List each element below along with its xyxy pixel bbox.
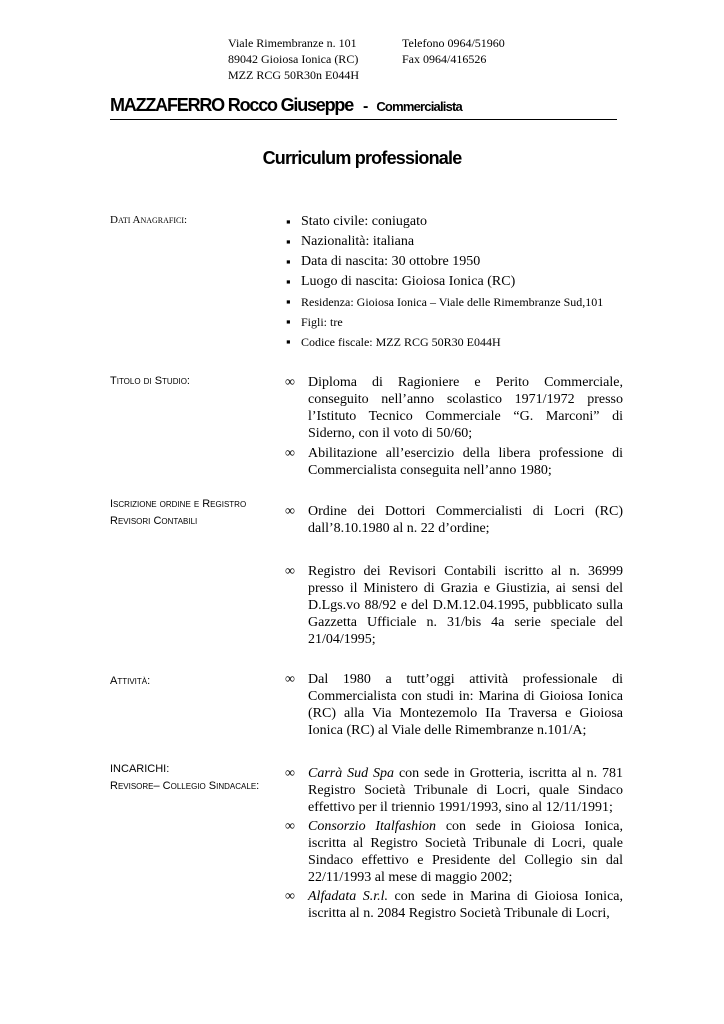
item-text: Dal 1980 a tutt’oggi attività professionale di Commercialista con studi in: Marina di Gioiosa Ionica (RC) alla Via Montezemolo IIa Traversa e Gioiosa Ionica (RC) al Viale delle Rimembranze n.101/A; (308, 672, 623, 738)
address-city: 89042 Gioiosa Ionica (RC) (228, 52, 359, 66)
phone-number: Telefono 0964/51960 (402, 36, 505, 50)
list-item: ▪ Luogo di nascita: Gioiosa Ionica (RC) (285, 272, 603, 292)
list-item: ▪ Residenza: Gioiosa Ionica – Viale delle Rimembranze Sud,101 (285, 292, 603, 312)
section-label-iscrizione (110, 496, 246, 530)
list-item: ▪ Stato civile: coniugato (285, 212, 603, 232)
infinity-bullet-icon: ∞ (285, 564, 295, 579)
list-item: ▪ Figli: tre (285, 312, 603, 332)
company-name: Carrà Sud Spa (308, 766, 395, 781)
company-name: Consorzio Italfashion (308, 819, 437, 834)
letterhead-name (110, 95, 462, 116)
infinity-bullet-icon: ∞ (285, 504, 295, 519)
item-text: Diploma di Ragioniere e Perito Commerciale, conseguito nell’anno scolastico 1971/1972 presso l’Istituto Tecnico Commerciale “G. Marconi” di Siderno, con il voto di 50/60; (308, 375, 623, 441)
label-line: Revisore– Collegio Sindacale: (110, 780, 260, 792)
infinity-bullet-icon: ∞ (285, 672, 295, 687)
section-label-anagrafici: Dati Anagrafici: (110, 214, 188, 226)
list-item: ▪ Codice fiscale: MZZ RCG 50R30 E044H (285, 332, 603, 352)
header-divider (110, 119, 617, 120)
address-street: Viale Rimembranze n. 101 (228, 36, 357, 50)
item-detail: con sede in Grotteria, iscritta al n. 781 Registro Società Tribunale di Locri, quale Sindaco effettivo per il triennio 1991/1993, sino al 12/11/1991; (308, 766, 623, 815)
label-line: Iscrizione ordine e Registro (110, 498, 247, 510)
contact-block (402, 35, 505, 67)
fax-number: Fax 0964/416526 (402, 52, 487, 66)
infinity-bullet-icon: ∞ (285, 375, 295, 390)
list-item (285, 765, 623, 816)
address-block (228, 35, 359, 83)
list-item (285, 503, 623, 537)
item-text (308, 765, 623, 816)
item-text (308, 818, 623, 886)
item-detail: con sede in Gioiosa Ionica, iscritta al Registro Società Tribunale di Locri, quale Sindaco effettivo e Presidente del Collegio sin dal 22/11/1993 al mese di maggio 2002; (308, 819, 623, 885)
list-item (285, 888, 623, 922)
company-name: Alfadata S.r.l. (308, 889, 389, 904)
infinity-bullet-icon: ∞ (285, 889, 295, 904)
item-text: Abilitazione all’esercizio della libera professione di Commercialista conseguita nell’anno 1980; (308, 446, 623, 478)
section-label-attivita: Attività: (110, 675, 151, 687)
list-item (285, 818, 623, 886)
section-label-studio: Titolo di Studio: (110, 375, 190, 387)
list-item (285, 671, 623, 739)
item-text (308, 888, 623, 922)
label-line: INCARICHI: (110, 763, 170, 775)
name-separator: - (363, 98, 369, 115)
item-text: Registro dei Revisori Contabili iscritto al n. 36999 presso il Ministero di Grazia e Giustizia, ai sensi del D.Lgs.vo 88/92 e del D.M.12.04.1995, pubblicato sulla Gazzetta Ufficiale n. 31/bis 4a serie speciale del 21/04/1995; (308, 564, 623, 647)
anagrafici-list (285, 212, 603, 352)
infinity-bullet-icon: ∞ (285, 446, 295, 461)
label-line: Revisori Contabili (110, 515, 198, 527)
person-name: MAZZAFERRO Rocco Giuseppe (110, 95, 354, 115)
address-code: MZZ RCG 50R30n E044H (228, 68, 360, 82)
section-label-incarichi (110, 761, 259, 795)
infinity-bullet-icon: ∞ (285, 819, 295, 834)
list-item: ▪ Data di nascita: 30 ottobre 1950 (285, 252, 603, 272)
item-text: Ordine dei Dottori Commercialisti di Locri (RC) dall’8.10.1980 al n. 22 d’ordine; (308, 504, 623, 536)
list-item: ▪ Nazionalità: italiana (285, 232, 603, 252)
page-title: Curriculum professionale (262, 148, 462, 168)
infinity-bullet-icon: ∞ (285, 766, 295, 781)
list-item (285, 445, 623, 479)
list-item (285, 563, 623, 648)
item-detail: con sede in Marina di Gioiosa Ionica, iscritta al n. 2084 Registro Società Tribunale di Locri, (308, 889, 623, 921)
list-item (285, 374, 623, 442)
profession: Commercialista (376, 99, 462, 114)
